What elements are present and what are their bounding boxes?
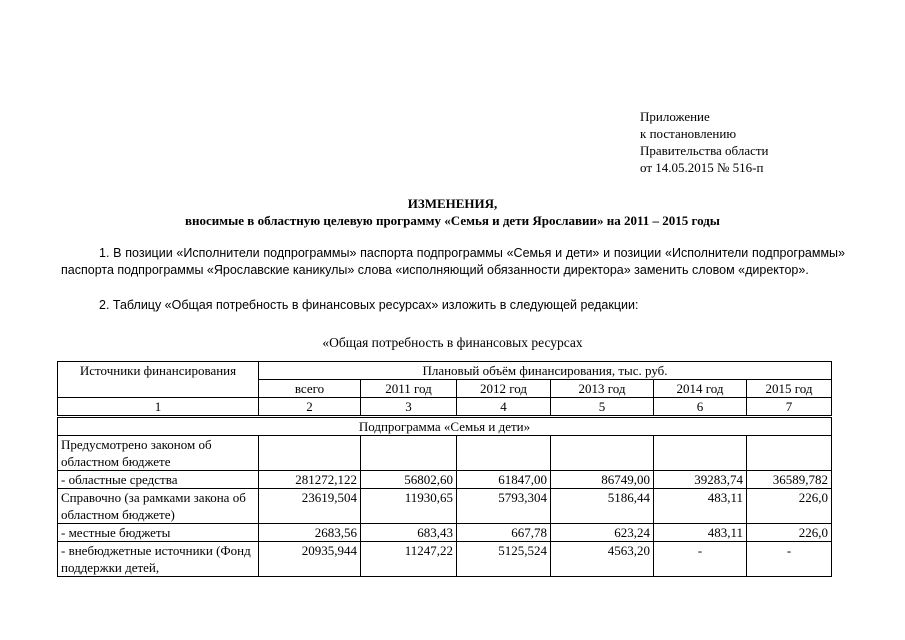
column-number: 7 <box>747 398 832 417</box>
appendix-block <box>640 108 769 176</box>
cell-value: 56802,60 <box>361 471 457 489</box>
appendix-line: от 14.05.2015 № 516-п <box>640 160 764 175</box>
cell-value: 5125,524 <box>457 542 551 577</box>
cell-value: 5186,44 <box>551 489 654 524</box>
cell-value: 683,43 <box>361 524 457 542</box>
table-row <box>58 471 832 489</box>
table-row <box>58 489 832 524</box>
cell-value: 2683,56 <box>259 524 361 542</box>
cell-value: 483,11 <box>654 489 747 524</box>
column-header: 2011 год <box>361 380 457 398</box>
cell-value <box>457 436 551 471</box>
cell-value: 483,11 <box>654 524 747 542</box>
table-row <box>58 542 832 577</box>
column-number: 6 <box>654 398 747 417</box>
paragraph-1: 1. В позиции «Исполнители подпрограммы» паспорта подпрограммы «Семья и дети» и позиции «Исполнители подпрограммы» паспорта подпрограммы «Ярославские каникулы» слова «исполняющий обязанности директора» заменить словом «директор». <box>61 246 845 277</box>
header-source: Источники финансирования <box>58 362 259 398</box>
column-number: 1 <box>58 398 259 417</box>
column-number: 2 <box>259 398 361 417</box>
cell-value: 667,78 <box>457 524 551 542</box>
cell-value <box>259 436 361 471</box>
numbering-row <box>58 398 832 417</box>
cell-value: 4563,20 <box>551 542 654 577</box>
row-label: - внебюджетные источники (Фонд поддержки детей, <box>58 542 259 577</box>
paragraph-2: 2. Таблицу «Общая потребность в финансовых ресурсах» изложить в следующей редакции: <box>99 298 639 312</box>
document-subtitle: вносимые в областную целевую программу «Семья и дети Ярославии» на 2011 – 2015 годы <box>185 213 720 228</box>
cell-value: 36589,782 <box>747 471 832 489</box>
cell-value: 226,0 <box>747 489 832 524</box>
cell-value: 20935,944 <box>259 542 361 577</box>
column-header: 2012 год <box>457 380 551 398</box>
column-number: 3 <box>361 398 457 417</box>
cell-value: 39283,74 <box>654 471 747 489</box>
table-header-row <box>58 362 832 380</box>
cell-value <box>747 436 832 471</box>
financing-table <box>57 361 832 577</box>
appendix-line: Правительства области <box>640 143 769 158</box>
cell-value: 226,0 <box>747 524 832 542</box>
cell-value: 11247,22 <box>361 542 457 577</box>
cell-value: 281272,122 <box>259 471 361 489</box>
appendix-line: Приложение <box>640 109 710 124</box>
header-plan: Плановый объём финансирования, тыс. руб. <box>259 362 832 380</box>
column-number: 5 <box>551 398 654 417</box>
cell-value <box>551 436 654 471</box>
cell-value: 623,24 <box>551 524 654 542</box>
table-row <box>58 436 832 471</box>
column-number: 4 <box>457 398 551 417</box>
appendix-line: к постановлению <box>640 126 737 141</box>
row-label: - местные бюджеты <box>58 524 259 542</box>
row-label: - областные средства <box>58 471 259 489</box>
cell-value: 86749,00 <box>551 471 654 489</box>
cell-value <box>361 436 457 471</box>
cell-value: 61847,00 <box>457 471 551 489</box>
column-header: 2015 год <box>747 380 832 398</box>
column-header: 2013 год <box>551 380 654 398</box>
document-title: ИЗМЕНЕНИЯ, <box>407 196 498 211</box>
section-row <box>58 417 832 436</box>
cell-value: - <box>747 542 832 577</box>
cell-value: 5793,304 <box>457 489 551 524</box>
row-label: Справочно (за рамками закона об областном бюджете) <box>58 489 259 524</box>
table-caption: «Общая потребность в финансовых ресурсах <box>322 335 583 350</box>
column-header: 2014 год <box>654 380 747 398</box>
cell-value <box>654 436 747 471</box>
table-row <box>58 524 832 542</box>
row-label: Предусмотрено законом об областном бюджете <box>58 436 259 471</box>
cell-value: - <box>654 542 747 577</box>
column-header: всего <box>259 380 361 398</box>
cell-value: 11930,65 <box>361 489 457 524</box>
section-title: Подпрограмма «Семья и дети» <box>58 417 832 436</box>
cell-value: 23619,504 <box>259 489 361 524</box>
